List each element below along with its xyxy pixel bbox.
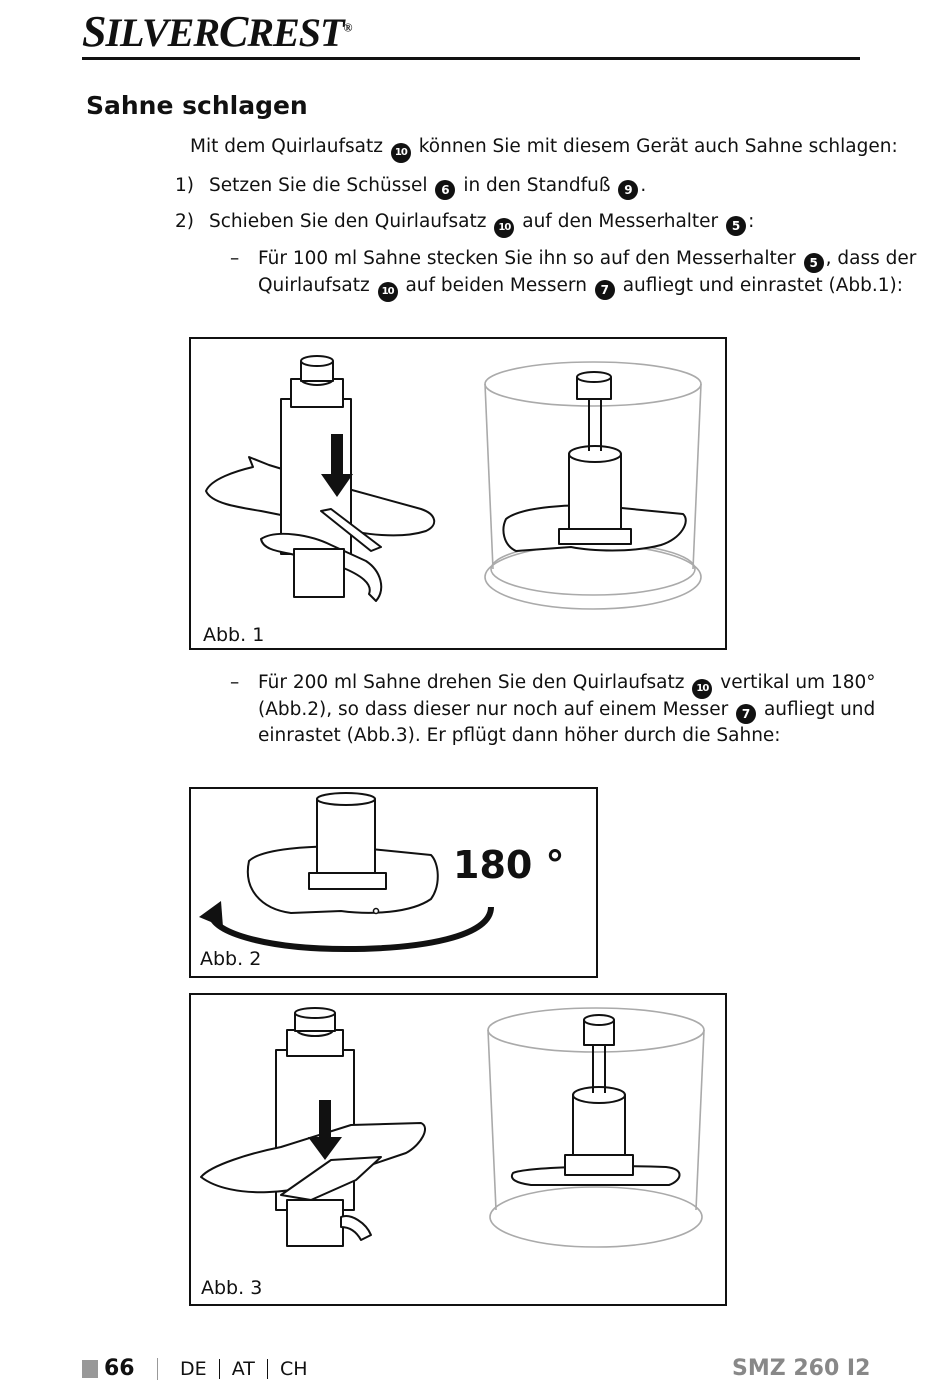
brand-logo bbox=[82, 6, 351, 57]
ref-badge: 10 bbox=[378, 282, 398, 302]
bullet2-line1: Für 200 ml Sahne drehen Sie den Quirlaufsatz 10 vertikal um 180° bbox=[258, 669, 876, 699]
ref-badge: 5 bbox=[726, 216, 746, 236]
figure-2-caption: Abb. 2 bbox=[200, 948, 262, 970]
brand-registered: ® bbox=[343, 20, 352, 35]
ref-badge: 6 bbox=[435, 180, 455, 200]
ref-badge: 7 bbox=[595, 280, 615, 300]
step-2: 2) Schieben Sie den Quirlaufsatz 10 auf den Messerhalter 5 : bbox=[175, 208, 754, 238]
bullet1-line2: Quirlaufsatz 10 auf beiden Messern 7 aufliegt und einrastet (Abb.1): bbox=[258, 272, 903, 302]
bullet2-line3: einrastet (Abb.3). Er pflügt dann höher durch die Sahne: bbox=[258, 725, 781, 746]
step-1: 1) Setzen Sie die Schüssel 6 in den Standfuß 9 . bbox=[175, 172, 646, 200]
brand-letter: C bbox=[219, 7, 248, 56]
ref-badge: 10 bbox=[692, 679, 712, 699]
section-title: Sahne schlagen bbox=[86, 91, 308, 120]
model-number: SMZ 260 I2 bbox=[732, 1356, 871, 1381]
bullet-dash: – bbox=[230, 672, 240, 693]
brand-text: REST bbox=[247, 10, 344, 55]
footer-separator bbox=[157, 1358, 158, 1380]
figure-1 bbox=[189, 337, 727, 650]
ref-badge: 10 bbox=[391, 143, 411, 163]
bullet2-line2: (Abb.2), so dass dieser nur noch auf einem Messer 7 aufliegt und bbox=[258, 696, 875, 724]
figure-2 bbox=[189, 787, 598, 978]
ref-badge: 5 bbox=[804, 253, 824, 273]
lang-separator bbox=[267, 1359, 268, 1379]
footer-square bbox=[82, 1360, 98, 1378]
figure-3-illustration bbox=[191, 995, 729, 1308]
bullet-dash: – bbox=[230, 248, 240, 269]
ref-badge: 7 bbox=[736, 704, 756, 724]
header-rule bbox=[82, 57, 860, 60]
bullet1-line1: Für 100 ml Sahne stecken Sie ihn so auf den Messerhalter 5 , dass der bbox=[258, 245, 916, 273]
figure-1-caption: Abb. 1 bbox=[203, 624, 265, 646]
brand-letter: S bbox=[82, 7, 106, 56]
brand-text: ILVER bbox=[105, 10, 220, 55]
page-number: 66 bbox=[104, 1356, 135, 1381]
lang-separator bbox=[219, 1359, 220, 1379]
footer-languages: DE AT CH bbox=[180, 1358, 308, 1380]
figure-1-illustration bbox=[191, 339, 729, 652]
ref-badge: 10 bbox=[494, 218, 514, 238]
intro-text: Mit dem Quirlaufsatz 10 können Sie mit diesem Gerät auch Sahne schlagen: bbox=[190, 133, 898, 163]
rotation-angle: 180 ° bbox=[453, 843, 565, 887]
figure-3 bbox=[189, 993, 727, 1306]
figure-3-caption: Abb. 3 bbox=[201, 1277, 263, 1299]
ref-badge: 9 bbox=[618, 180, 638, 200]
